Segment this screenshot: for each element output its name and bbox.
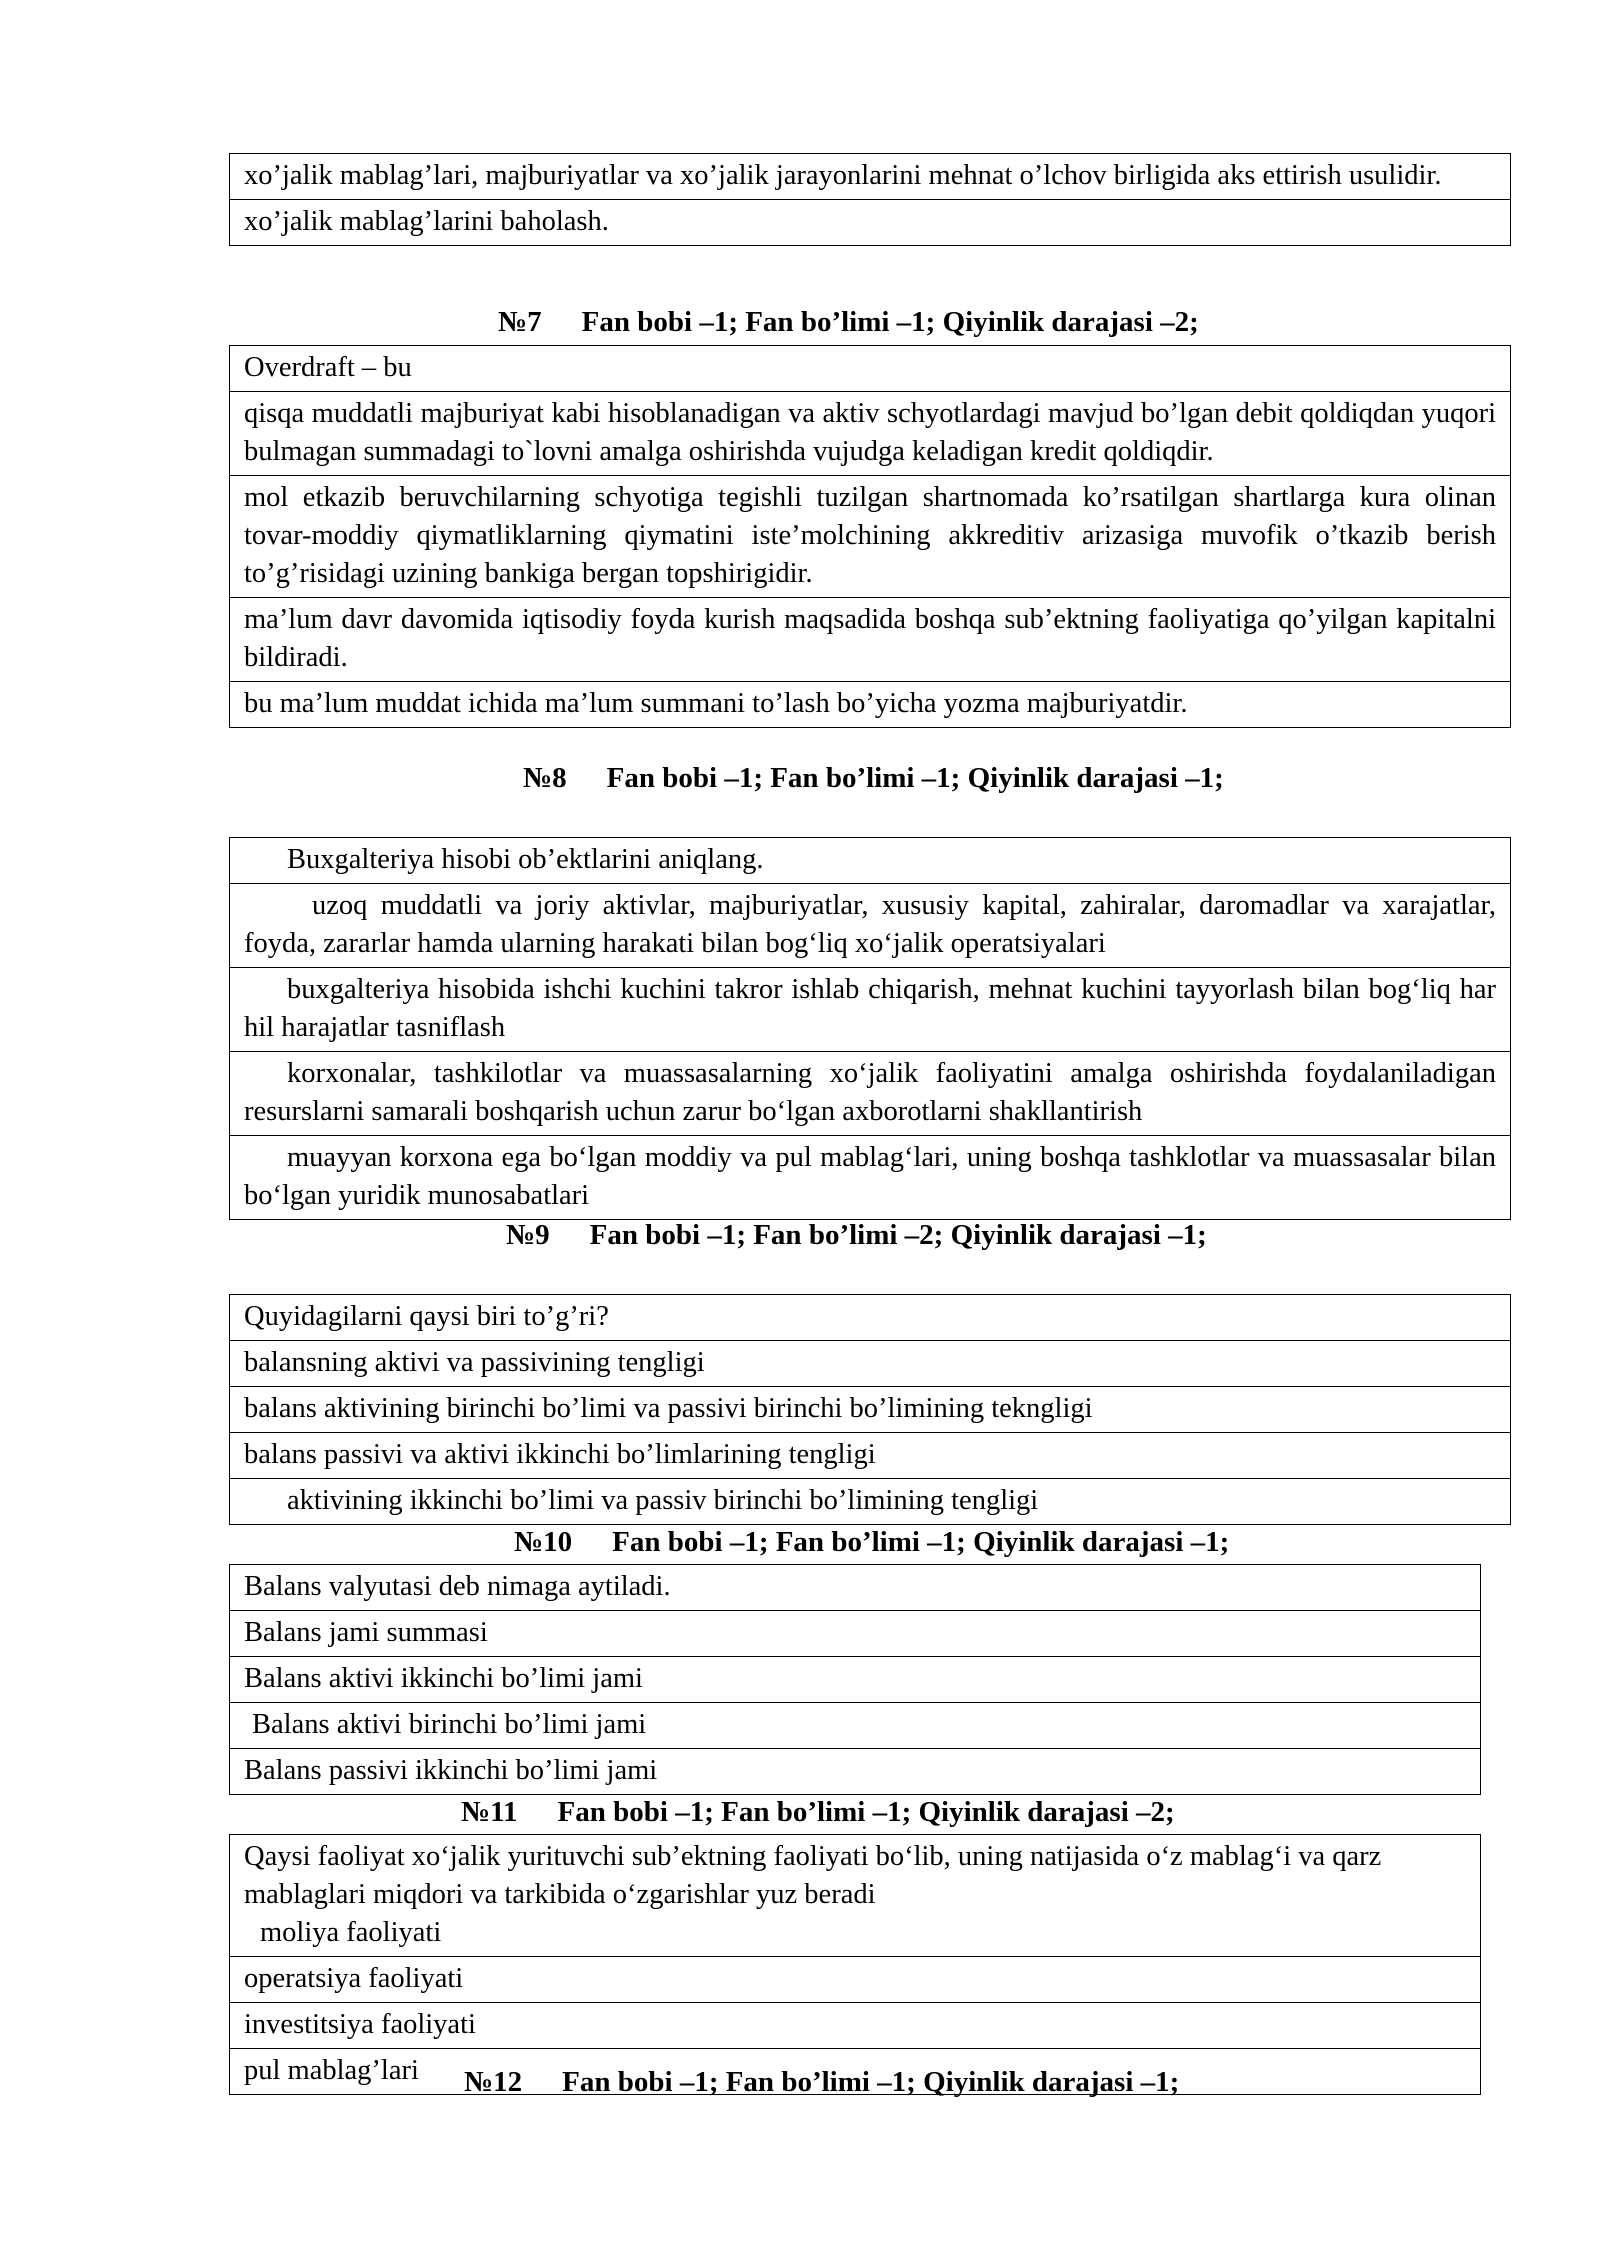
answer-text: muayyan korxona ega bo‘lgan moddiy va pul mablag‘lari, uning boshqa tashklotlar va muassasalar bilan bo‘lgan yuridik munosabatlari: [244, 1142, 1496, 1211]
question-number: №12: [464, 2066, 523, 2098]
answer-row: Balans aktivi ikkinchi bo’limi jami: [230, 1656, 1480, 1702]
question-table: [229, 1564, 1481, 1795]
question-header: [461, 1796, 1175, 1829]
answer-text: moliya faoliyati: [260, 1917, 442, 1948]
answer-row: [230, 1051, 1510, 1135]
answer-row: [230, 967, 1510, 1051]
answer-row: pul mablag’lari: [230, 2048, 1480, 2094]
question-number: №11: [461, 1796, 518, 1828]
answer-row: xo’jalik mablag’larini baholash.: [230, 199, 1510, 245]
answer-row: mol etkazib beruvchilarning schyotiga tegishli tuzilgan shartnomada ko’rsatilgan shartlarga kura olinan tovar-moddiy qiymatliklarning qiymatini iste’molchining akkreditiv arizasiga muvofik o’tkazib berish to’g’risidagi uzining bankiga bergan topshirigidir.: [230, 475, 1510, 597]
answer-row: Balans aktivi birinchi bo’limi jami: [230, 1702, 1480, 1748]
answer-row: qisqa muddatli majburiyat kabi hisoblanadigan va aktiv schyotlardagi mavjud bo’lgan debit qoldiqdan yuqori bulmagan summadagi to`lovni amalga oshirishda vujudga keladigan kredit qoldiqdir.: [230, 391, 1510, 475]
question-meta: Fan bobi –1; Fan bo’limi –1; Qiyinlik darajasi –1;: [606, 762, 1224, 794]
answer-text: buxgalteriya hisobida ishchi kuchini takror ishlab chiqarish, mehnat kuchini tayyorlash bilan bog‘liq har hil harajatlar tasniflash: [244, 974, 1496, 1043]
question-text-body: Qaysi faoliyat xo‘jalik yurituvchi sub’ektning faoliyati bo‘lib, uning natijasida o‘z mablag‘i va qarz mablaglari miqdori va tarkibida o‘zgarishlar yuz beradi: [244, 1841, 1382, 1910]
question-meta: Fan bobi –1; Fan bo’limi –1; Qiyinlik darajasi –2;: [581, 306, 1199, 338]
answer-row: xo’jalik mablag’lari, majburiyatlar va xo’jalik jarayonlarini mehnat o’lchov birligida aks ettirish usulidir.: [244, 160, 1442, 191]
question-text: Quyidagilarni qaysi biri to’g’ri?: [244, 1301, 609, 1332]
answer-row: balans aktivining birinchi bo’limi va passivi birinchi bo’limining tekngligi: [230, 1386, 1510, 1432]
question-table: [229, 837, 1511, 1220]
question-text: Overdraft – bu: [244, 352, 412, 383]
question-table: [229, 1834, 1481, 2095]
question-number: №9: [506, 1219, 550, 1251]
question-meta: Fan bobi –1; Fan bo’limi –2; Qiyinlik darajasi –1;: [589, 1219, 1207, 1251]
question-number: №10: [514, 1526, 573, 1558]
answer-text: korxonalar, tashkilotlar va muassasalarning xo‘jalik faoliyatini amalga oshirishda foydalaniladigan resurslarni samarali boshqarish uchun zarur bo‘lgan axborotlarni shakllantirish: [244, 1058, 1496, 1127]
question-meta: Fan bobi –1; Fan bo’limi –1; Qiyinlik darajasi –1;: [562, 2066, 1180, 2098]
question-table: [229, 345, 1511, 728]
answer-row: Balans jami summasi: [230, 1610, 1480, 1656]
answer-row: operatsiya faoliyati: [230, 1956, 1480, 2002]
answer-row: Balans passivi ikkinchi bo’limi jami: [230, 1748, 1480, 1794]
question-header: [506, 1219, 1207, 1252]
question-text: [230, 1835, 1480, 1956]
question-text: Balans valyutasi deb nimaga aytiladi.: [244, 1571, 671, 1602]
continuation-table: [229, 153, 1511, 246]
question-header: [498, 306, 1199, 339]
answer-row: balans passivi va aktivi ikkinchi bo’limlarining tengligi: [230, 1432, 1510, 1478]
question-number: №8: [523, 762, 567, 794]
question-header: [514, 1526, 1229, 1559]
answer-row: [230, 1135, 1510, 1219]
question-meta: Fan bobi –1; Fan bo’limi –1; Qiyinlik darajasi –1;: [612, 1526, 1230, 1558]
question-number: №7: [498, 306, 542, 338]
question-text: Buxgalteriya hisobi ob’ektlarini aniqlang.: [287, 844, 764, 875]
answer-text: uzoq muddatli va joriy aktivlar, majburiyatlar, xususiy kapital, zahiralar, daromadlar va xarajatlar, foyda, zararlar hamda ularning harakati bilan bog‘liq xo‘jalik operatsiyalari: [244, 890, 1496, 959]
question-header: [523, 762, 1224, 795]
answer-row: bu ma’lum muddat ichida ma’lum summani to’lash bo’yicha yozma majburiyatdir.: [230, 681, 1510, 727]
question-meta: Fan bobi –1; Fan bo’limi –1; Qiyinlik darajasi –2;: [557, 1796, 1175, 1828]
answer-row: [230, 883, 1510, 967]
answer-row: ma’lum davr davomida iqtisodiy foyda kurish maqsadida boshqa sub’ektning faoliyatiga qo’yilgan kapitalni bildiradi.: [230, 597, 1510, 681]
answer-row: investitsiya faoliyati: [230, 2002, 1480, 2048]
answer-row: balansning aktivi va passivining tengligi: [230, 1340, 1510, 1386]
answer-row: aktivining ikkinchi bo’limi va passiv birinchi bo’limining tengligi: [230, 1478, 1510, 1524]
question-header: [464, 2066, 1179, 2099]
question-table: [229, 1294, 1511, 1525]
